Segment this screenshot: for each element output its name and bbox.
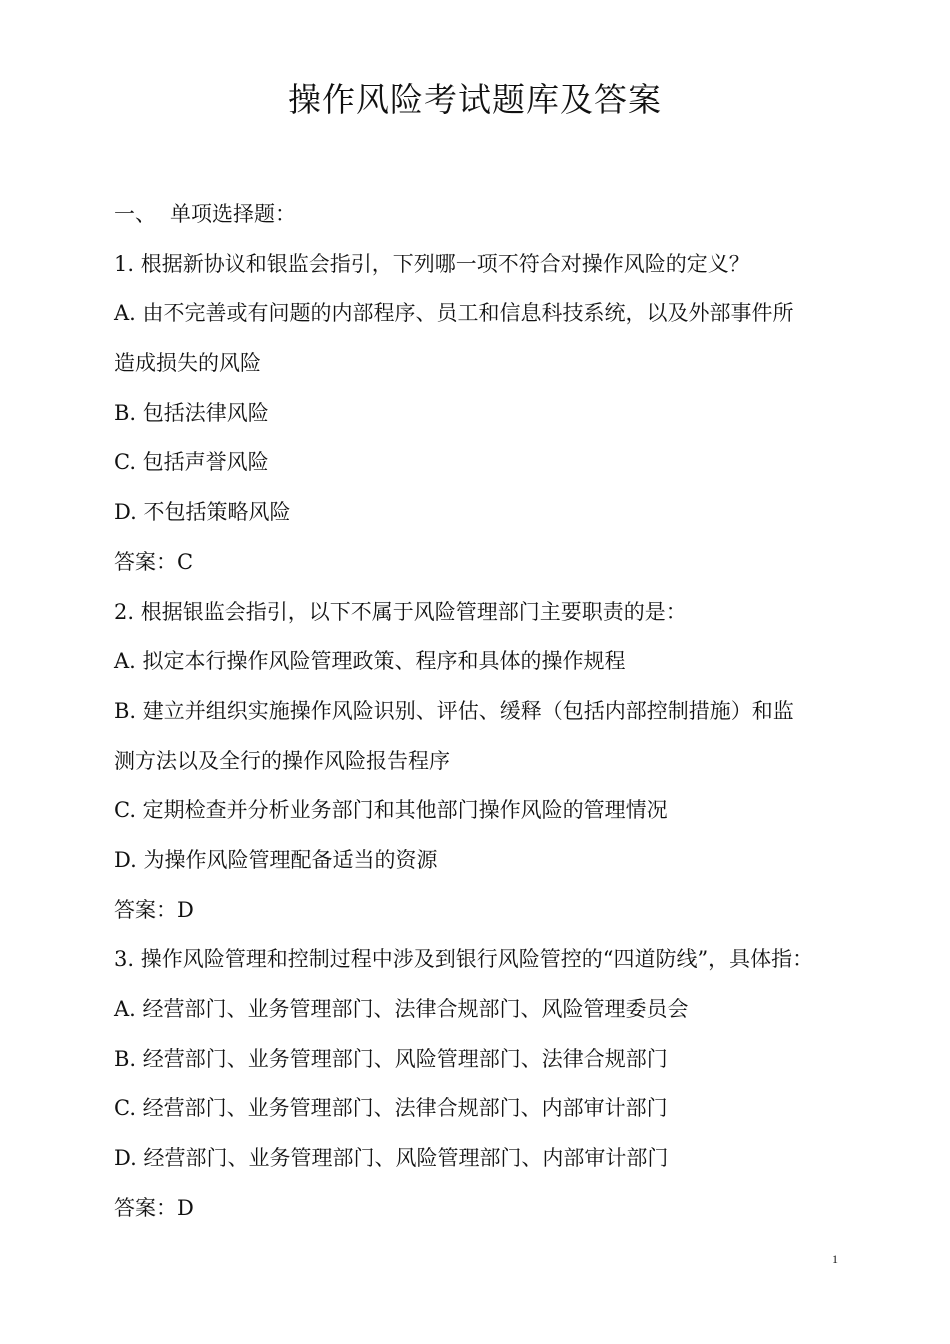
question-3-option-b: B. 经营部门、业务管理部门、风险管理部门、法律合规部门 xyxy=(114,1046,668,1071)
section-number: 一、 xyxy=(114,202,156,226)
question-1-option-a: A. 由不完善或有问题的内部程序、员工和信息科技系统，以及外部事件所 xyxy=(114,301,794,326)
question-3: 3. 操作风险管理和控制过程中涉及到银行风险管控的“四道防线”，具体指： xyxy=(114,947,814,972)
question-3-answer: 答案：D xyxy=(114,1195,194,1220)
question-3-option-d: D. 经营部门、业务管理部门、风险管理部门、内部审计部门 xyxy=(114,1146,669,1171)
section-label: 单项选择题： xyxy=(170,202,296,226)
question-1-option-c: C. 包括声誉风险 xyxy=(114,450,269,475)
question-1-option-b: B. 包括法律风险 xyxy=(114,400,269,425)
question-3-option-a: A. 经营部门、业务管理部门、法律合规部门、风险管理委员会 xyxy=(114,997,689,1021)
question-1: 1. 根据新协议和银监会指引，下列哪一项不符合对操作风险的定义？ xyxy=(114,251,750,276)
page-number: 1 xyxy=(832,1252,838,1266)
question-1-option-a-continued: 造成损失的风险 xyxy=(114,351,261,376)
section-heading xyxy=(114,190,844,240)
question-2-option-a: A. 拟定本行操作风险管理政策、程序和具体的操作规程 xyxy=(114,649,626,674)
question-2-answer: 答案：D xyxy=(114,897,194,922)
question-2: 2. 根据银监会指引，以下不属于风险管理部门主要职责的是： xyxy=(114,599,687,624)
document-body xyxy=(114,190,844,1233)
question-2-option-c: C. 定期检查并分析业务部门和其他部门操作风险的管理情况 xyxy=(114,798,668,823)
question-1-answer: 答案：C xyxy=(114,549,194,574)
question-2-option-b: B. 建立并组织实施操作风险识别、评估、缓释（包括内部控制措施）和监 xyxy=(114,698,794,723)
document-title: 操作风险考试题库及答案 xyxy=(288,80,662,119)
question-1-option-d: D. 不包括策略风险 xyxy=(114,500,291,525)
question-2-option-d: D. 为操作风险管理配备适当的资源 xyxy=(114,847,438,872)
question-2-option-b-continued: 测方法以及全行的操作风险报告程序 xyxy=(114,748,450,773)
question-3-option-c: C. 经营部门、业务管理部门、法律合规部门、内部审计部门 xyxy=(114,1096,668,1121)
